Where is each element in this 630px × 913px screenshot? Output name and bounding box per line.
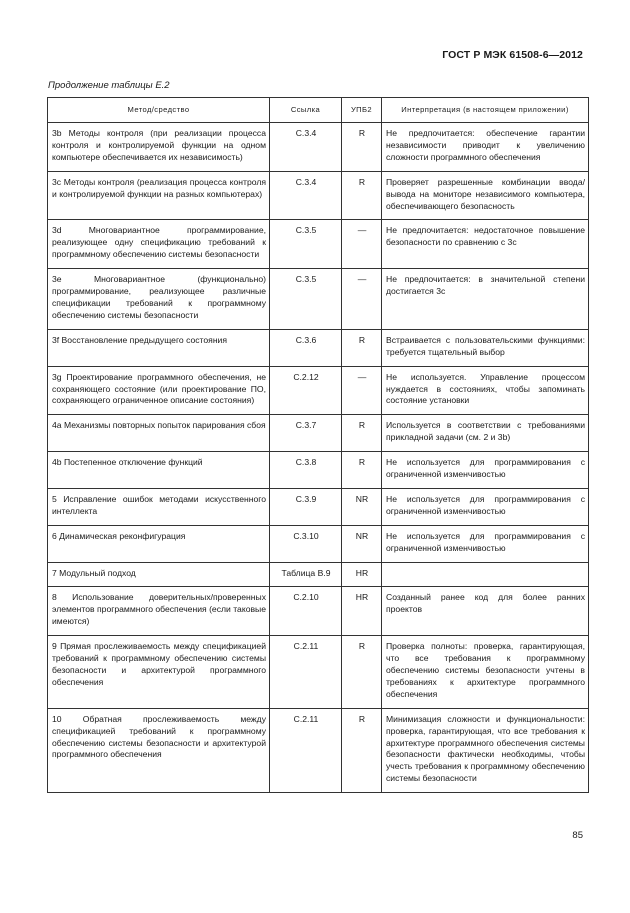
table-row	[48, 171, 589, 220]
sil2-cell: R	[342, 171, 382, 220]
interpretation-cell: Не используется для программирования с ограниченной изменчивостью	[382, 488, 589, 525]
method-cell: 7 Модульный подход	[48, 562, 270, 587]
method-cell: 8 Использование доверительных/проверенных элементов программного обеспечения (если таковые имеются)	[48, 587, 270, 636]
method-cell: 10 Обратная прослеживаемость между спецификацией требований к программному обеспечению системы безопасности и архитектурой программного обеспечения	[48, 708, 270, 792]
table-continuation-caption: Продолжение таблицы E.2	[48, 80, 170, 91]
reference-cell: C.3.7	[270, 415, 342, 452]
column-header-method: Метод/средство	[48, 98, 270, 123]
sil2-cell: R	[342, 415, 382, 452]
table-body	[48, 123, 589, 793]
sil2-cell: NR	[342, 525, 382, 562]
interpretation-cell: Проверка полноты: проверка, гарантирующая, что все требования к программному обеспечению системы безопасности учтены в требованиях к архитектуре программного обеспечения	[382, 636, 589, 709]
interpretation-cell: Используется в соответствии с требованиями прикладной задачи (см. 2 и 3b)	[382, 415, 589, 452]
sil2-cell: HR	[342, 562, 382, 587]
interpretation-cell: Не используется для программирования с ограниченной изменчивостью	[382, 525, 589, 562]
interpretation-cell: Минимизация сложности и функциональности: проверка, гарантирующая, что все требования к архитектуре программного обеспечения системы безопасности фактически необходимы, чтобы учесть требования к программному обеспечению системы безопасности	[382, 708, 589, 792]
reference-cell: C.2.12	[270, 366, 342, 415]
sil2-cell: R	[342, 123, 382, 172]
sil2-cell: HR	[342, 587, 382, 636]
method-cell: 4b Постепенное отключение функций	[48, 452, 270, 489]
interpretation-cell: Созданный ранее код для более ранних проектов	[382, 587, 589, 636]
method-cell: 9 Прямая прослеживаемость между спецификацией требований к программному обеспечению системы безопасности и архитектурой программного обеспечения	[48, 636, 270, 709]
reference-cell: C.3.4	[270, 123, 342, 172]
page-number: 85	[572, 830, 583, 841]
table-row	[48, 366, 589, 415]
methods-table	[47, 97, 589, 793]
sil2-cell: —	[342, 366, 382, 415]
interpretation-cell: Не используется. Управление процессом нуждается в состояниях, чтобы запоминать состояние установки	[382, 366, 589, 415]
reference-cell: C.3.9	[270, 488, 342, 525]
table-row	[48, 452, 589, 489]
document-code-header: ГОСТ Р МЭК 61508-6—2012	[442, 49, 583, 61]
sil2-cell: R	[342, 452, 382, 489]
reference-cell: C.2.10	[270, 587, 342, 636]
table-row	[48, 525, 589, 562]
table-row	[48, 123, 589, 172]
sil2-cell: R	[342, 636, 382, 709]
table-header-row	[48, 98, 589, 123]
reference-cell: C.3.5	[270, 269, 342, 330]
reference-cell: C.2.11	[270, 636, 342, 709]
table-row	[48, 562, 589, 587]
reference-cell: Таблица В.9	[270, 562, 342, 587]
method-cell: 3d Многовариантное программирование, реализующее одну спецификацию требований к программному обеспечению системы безопасности	[48, 220, 270, 269]
table-row	[48, 269, 589, 330]
interpretation-cell: Не используется для программирования с ограниченной изменчивостью	[382, 452, 589, 489]
table-row	[48, 488, 589, 525]
reference-cell: C.2.11	[270, 708, 342, 792]
table-row	[48, 415, 589, 452]
interpretation-cell: Не предпочитается: обеспечение гарантии независимости приводит к увеличению сложности программного обеспечения	[382, 123, 589, 172]
sil2-cell: R	[342, 708, 382, 792]
method-cell: 4a Механизмы повторных попыток парирования сбоя	[48, 415, 270, 452]
sil2-cell: NR	[342, 488, 382, 525]
method-cell: 3g Проектирование программного обеспечения, не сохраняющего состояние (или проектирование ПО, сохраняющего ограниченное описание состояния)	[48, 366, 270, 415]
reference-cell: C.3.10	[270, 525, 342, 562]
column-header-sil2: УПБ2	[342, 98, 382, 123]
table-row	[48, 220, 589, 269]
interpretation-cell: Проверяет разрешенные комбинации ввода/вывода на мониторе независимого компьютера, обеспечивающего безопасность	[382, 171, 589, 220]
reference-cell: C.3.8	[270, 452, 342, 489]
sil2-cell: —	[342, 220, 382, 269]
method-cell: 6 Динамическая реконфигурация	[48, 525, 270, 562]
table-row	[48, 708, 589, 792]
method-cell: 3f Восстановление предыдущего состояния	[48, 329, 270, 366]
reference-cell: C.3.4	[270, 171, 342, 220]
method-cell: 3e Многовариантное (функционально) программирование, реализующее различные спецификации требований к программному обеспечению системы безопасности	[48, 269, 270, 330]
interpretation-cell	[382, 562, 589, 587]
interpretation-cell: Встраивается с пользовательскими функциями: требуется тщательный выбор	[382, 329, 589, 366]
column-header-reference: Ссылка	[270, 98, 342, 123]
method-cell: 5 Исправление ошибок методами искусственного интеллекта	[48, 488, 270, 525]
sil2-cell: —	[342, 269, 382, 330]
table-row	[48, 587, 589, 636]
reference-cell: C.3.6	[270, 329, 342, 366]
interpretation-cell: Не предпочитается: в значительной степени достигается 3c	[382, 269, 589, 330]
table-row	[48, 329, 589, 366]
interpretation-cell: Не предпочитается: недостаточное повышение безопасности по сравнению с 3c	[382, 220, 589, 269]
method-cell: 3c Методы контроля (реализация процесса контроля и контролируемой функции на разных компьютерах)	[48, 171, 270, 220]
reference-cell: C.3.5	[270, 220, 342, 269]
table-row	[48, 636, 589, 709]
column-header-interpretation: Интерпретация (в настоящем приложении)	[382, 98, 589, 123]
sil2-cell: R	[342, 329, 382, 366]
method-cell: 3b Методы контроля (при реализации процесса контроля и контролируемой функции на одном компьютере обеспечивается их независимость)	[48, 123, 270, 172]
